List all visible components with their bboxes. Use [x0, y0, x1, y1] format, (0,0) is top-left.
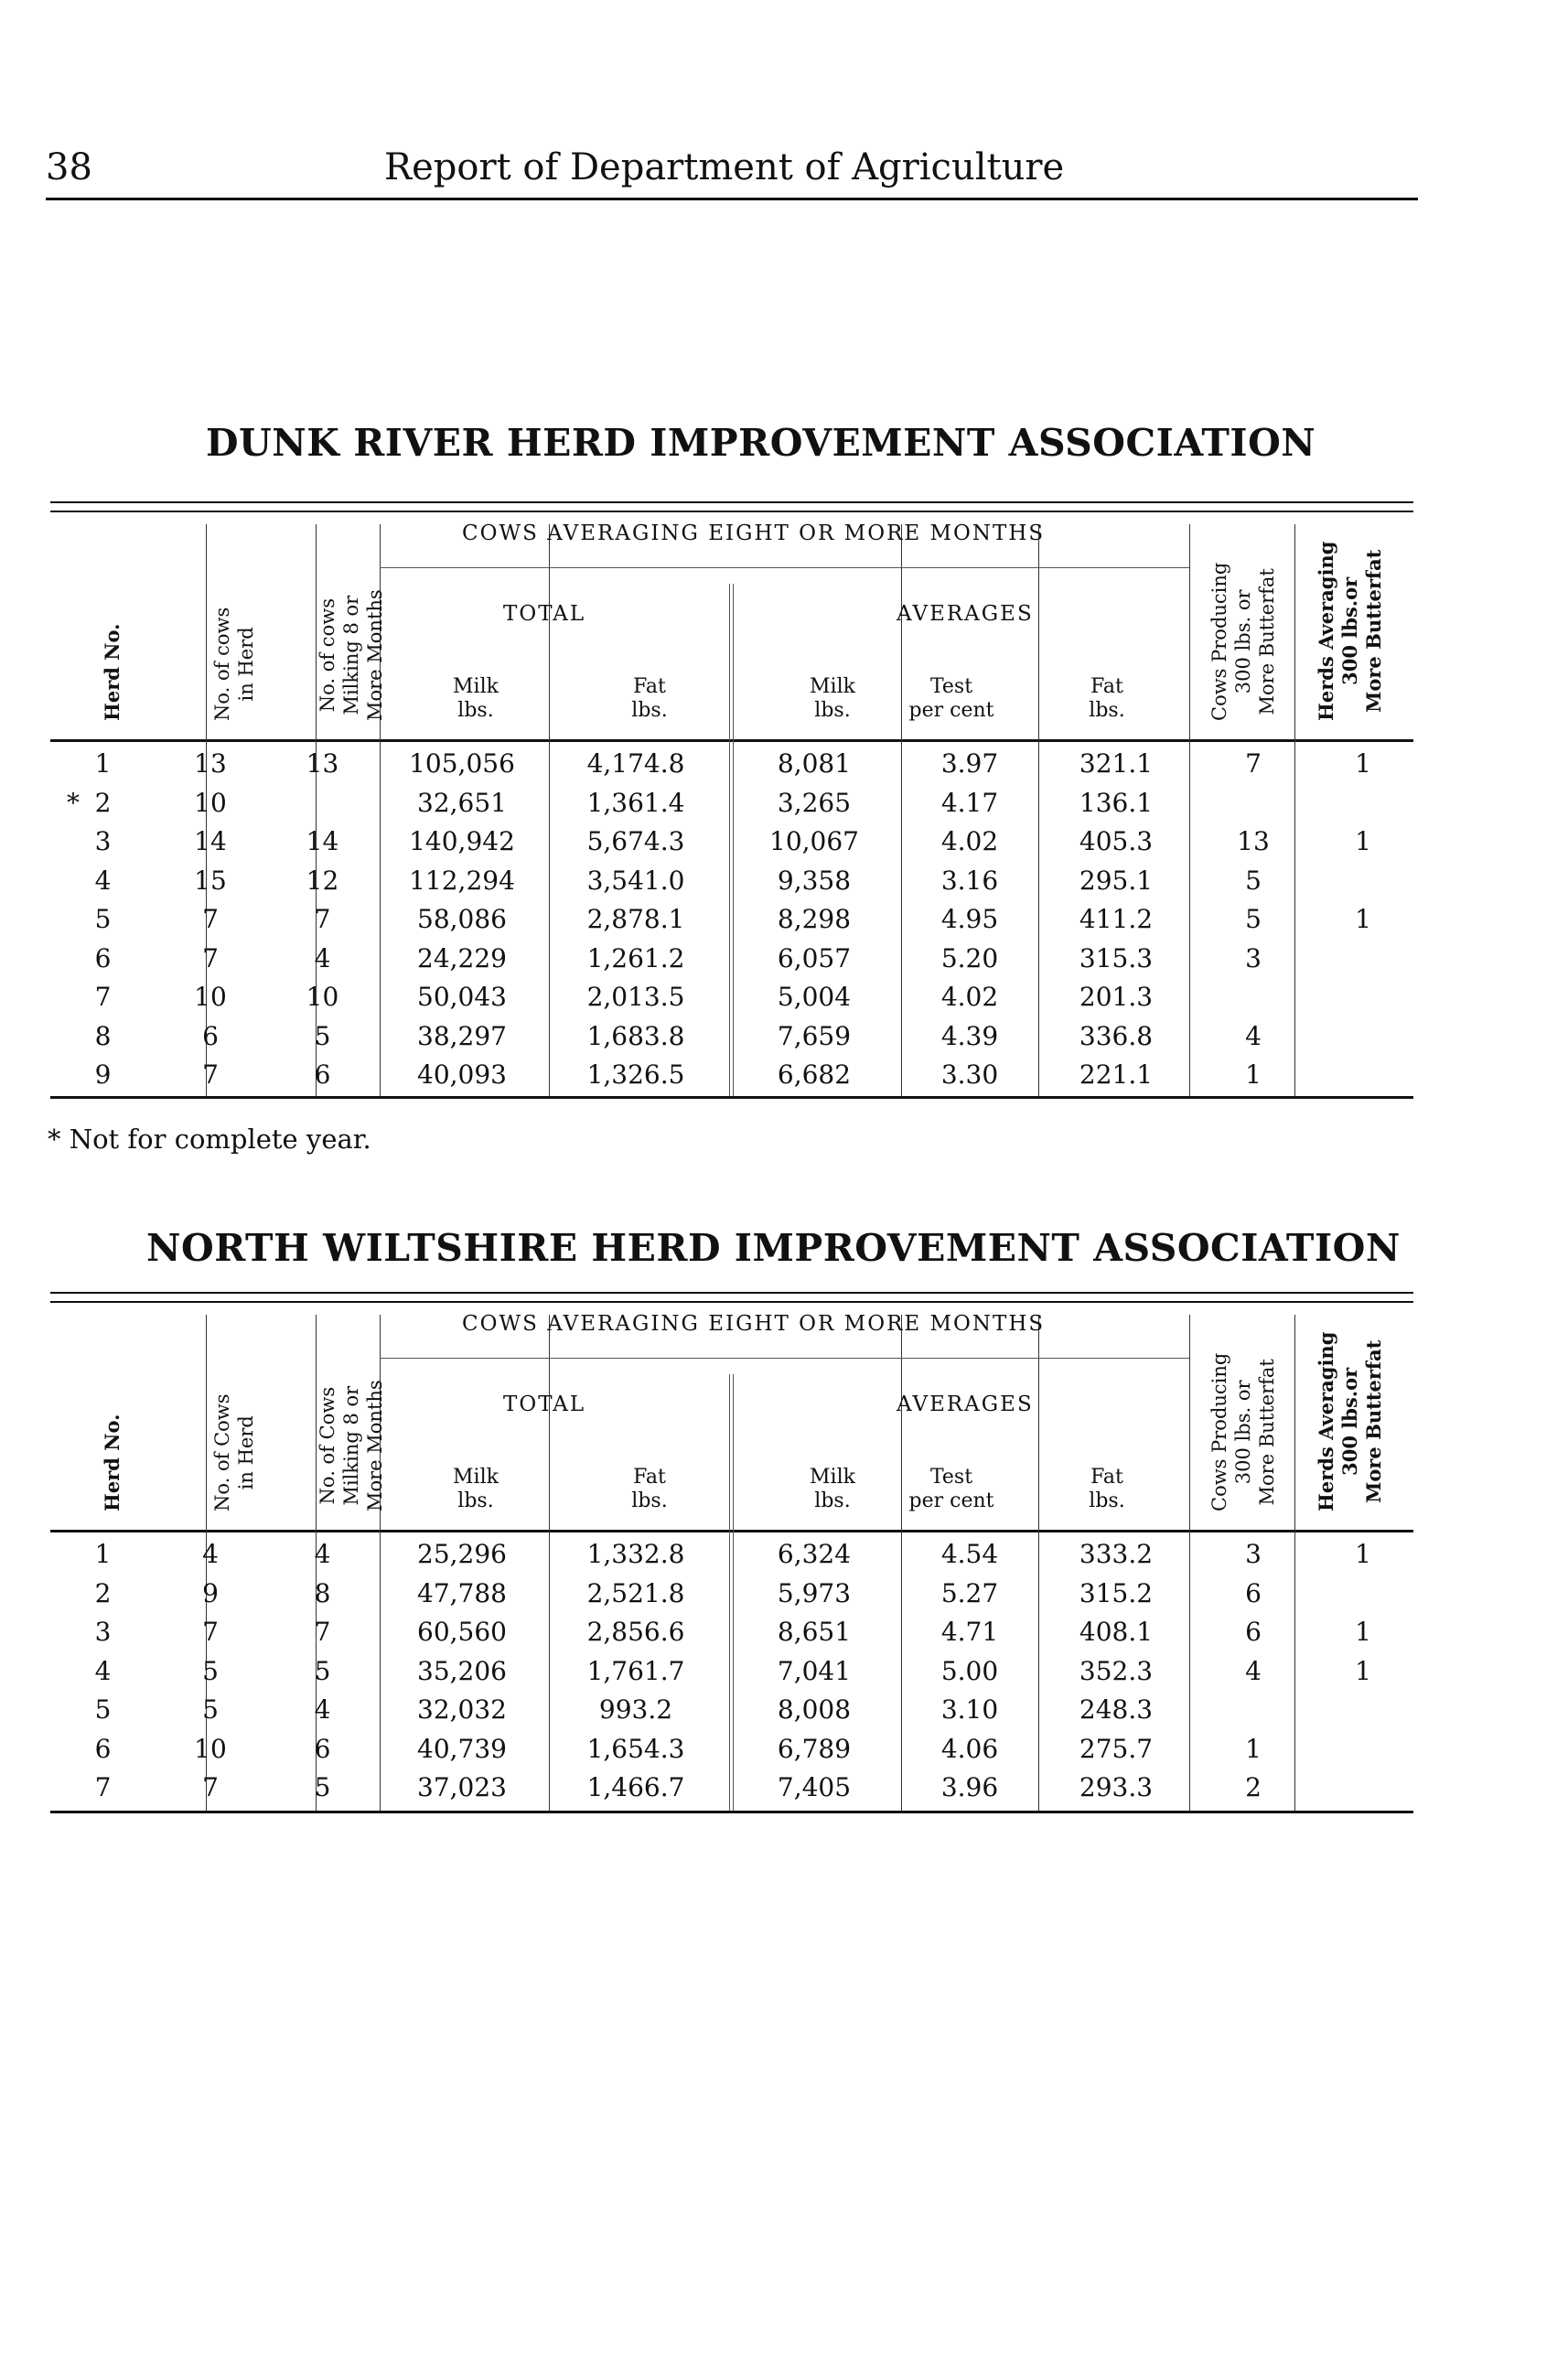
cell-test: 3.96	[940, 1772, 999, 1802]
cell-total-milk: 50,043	[417, 982, 507, 1012]
header-line: Herd No.	[101, 623, 124, 721]
table-row	[50, 1694, 1413, 1733]
header-line: per cent	[908, 1489, 994, 1512]
cell-avg-milk: 8,298	[777, 904, 852, 934]
cell-avg-fat: 248.3	[1079, 1694, 1154, 1725]
cell-herd: 5	[94, 1694, 112, 1725]
rotated-column-header	[1315, 1332, 1386, 1511]
cell-test: 5.20	[940, 942, 999, 973]
cell-producing: 6	[1245, 1577, 1262, 1608]
rotated-column-header	[1315, 542, 1386, 721]
cell-total-fat: 1,466.7	[586, 1772, 685, 1802]
column-header-avg-test	[901, 675, 1002, 723]
column-header-total-fat	[599, 1466, 700, 1513]
cell-total-milk: 32,032	[417, 1694, 507, 1725]
cell-avg-fat: 333.2	[1079, 1539, 1154, 1569]
cell-avg-milk: 8,008	[777, 1694, 852, 1725]
group-caption: COWS AVERAGING EIGHT OR MORE MONTHS	[462, 522, 1046, 545]
column-header-total-milk	[425, 675, 526, 723]
column-header-avg-fat	[1057, 1466, 1157, 1513]
cell-test: 4.95	[940, 904, 999, 934]
table-row	[50, 1059, 1413, 1098]
cell-cows: 10	[194, 787, 227, 818]
table-top-rule	[50, 1301, 1413, 1303]
header-line: More Butterfat	[1362, 1339, 1385, 1503]
cell-herds-avg: 1	[1355, 748, 1371, 779]
cell-herd: 4	[94, 1655, 112, 1686]
cell-avg-milk: 7,041	[777, 1655, 852, 1686]
cell-herd: 2	[94, 1577, 112, 1608]
cell-avg-milk: 7,659	[777, 1020, 852, 1051]
cell-total-fat: 2,878.1	[586, 904, 685, 934]
column-header-avg-test	[901, 1466, 1002, 1513]
header-line: Milk	[453, 675, 499, 698]
rotated-column-header	[1208, 563, 1279, 721]
header-line: lbs.	[631, 1489, 668, 1512]
cell-total-fat: 1,326.5	[586, 1059, 685, 1090]
cell-avg-fat: 221.1	[1079, 1059, 1154, 1090]
cell-total-fat: 2,521.8	[586, 1577, 685, 1608]
cell-cows: 6	[202, 1020, 219, 1051]
cell-producing: 7	[1245, 748, 1262, 779]
header-line: More Butterfat	[1362, 549, 1385, 713]
header-line: Milking 8 or	[340, 595, 362, 715]
table-row	[50, 1021, 1413, 1059]
cell-avg-milk: 7,405	[777, 1772, 852, 1802]
header-line: More Butterfat	[1256, 568, 1278, 715]
cell-avg-fat: 321.1	[1079, 748, 1154, 779]
header-line: No. of Cows	[317, 1386, 338, 1505]
cell-milking: 13	[306, 748, 339, 779]
table-row	[50, 826, 1413, 865]
header-line: 300 lbs. or	[1232, 589, 1254, 694]
cell-herd: 7	[94, 1772, 112, 1802]
header-line: No. of cows	[317, 598, 338, 713]
cell-cows: 10	[194, 982, 227, 1012]
cell-total-milk: 24,229	[417, 942, 507, 973]
cell-total-fat: 1,761.7	[586, 1655, 685, 1686]
header-line: Herd No.	[101, 1414, 124, 1511]
cell-milking: 4	[314, 942, 331, 973]
cell-test: 4.02	[940, 982, 999, 1012]
cell-total-milk: 35,206	[417, 1655, 507, 1686]
header-line: Fat	[633, 675, 666, 698]
cell-test: 3.97	[940, 748, 999, 779]
cell-avg-fat: 201.3	[1079, 982, 1154, 1012]
cell-herd: 1	[94, 1539, 112, 1569]
cell-cows: 5	[202, 1694, 219, 1725]
cell-herd: 4	[94, 865, 112, 896]
cell-total-milk: 105,056	[409, 748, 515, 779]
row-marker: *	[67, 787, 80, 818]
header-line: No. of Cows	[211, 1393, 233, 1511]
running-head: Report of Department of Agriculture	[384, 146, 1065, 188]
cell-herds-avg: 1	[1355, 1617, 1371, 1647]
rotated-column-header	[210, 1393, 258, 1511]
rotated-column-header	[1208, 1353, 1279, 1511]
table-row	[50, 904, 1413, 942]
cell-test: 5.27	[940, 1577, 999, 1608]
header-line: Fat	[633, 1466, 666, 1489]
header-line: Fat	[1090, 1466, 1123, 1489]
cell-milking: 4	[314, 1539, 331, 1569]
cell-avg-milk: 6,682	[777, 1059, 852, 1090]
header-line: Cows Producing	[1208, 562, 1230, 721]
header-line: lbs.	[457, 1489, 494, 1512]
table-top-rule	[50, 501, 1413, 503]
header-line: Test	[929, 675, 973, 698]
header-line: Milk	[810, 1466, 855, 1489]
header-line: lbs.	[814, 1489, 851, 1512]
cell-total-fat: 4,174.8	[586, 748, 685, 779]
cell-cows: 7	[202, 1059, 219, 1090]
cell-cows: 4	[202, 1539, 219, 1569]
cell-test: 4.39	[940, 1020, 999, 1051]
cell-total-fat: 1,683.8	[586, 1020, 685, 1051]
header-line: Test	[929, 1466, 973, 1489]
table-top-rule	[50, 1292, 1413, 1294]
cell-total-fat: 1,261.2	[586, 942, 685, 973]
cell-avg-milk: 5,004	[777, 982, 852, 1012]
cell-producing: 3	[1245, 1539, 1262, 1569]
cell-producing: 5	[1245, 865, 1262, 896]
cell-herds-avg: 1	[1355, 826, 1371, 856]
header-line: lbs.	[1089, 1489, 1125, 1512]
header-line: in Herd	[235, 1415, 257, 1490]
cell-cows: 14	[194, 826, 227, 856]
column-header-avg-fat	[1057, 675, 1157, 723]
table-top-rule	[50, 511, 1413, 512]
cell-avg-fat: 275.7	[1079, 1733, 1154, 1764]
cell-avg-fat: 315.2	[1079, 1577, 1154, 1608]
cell-herds-avg: 1	[1355, 904, 1371, 934]
cell-avg-fat: 408.1	[1079, 1617, 1154, 1647]
cell-avg-fat: 295.1	[1079, 865, 1154, 896]
cell-avg-fat: 405.3	[1079, 826, 1154, 856]
cell-total-milk: 25,296	[417, 1539, 507, 1569]
cell-avg-fat: 411.2	[1079, 904, 1154, 934]
header-line: 300 lbs.or	[1338, 576, 1361, 685]
cell-herd: 5	[94, 904, 112, 934]
cell-test: 4.17	[940, 787, 999, 818]
table-2-title: NORTH WILTSHIRE HERD IMPROVEMENT ASSOCIATION	[146, 1226, 1401, 1270]
header-line: lbs.	[1089, 699, 1125, 722]
table-row	[50, 1772, 1413, 1811]
table-row	[50, 1539, 1413, 1577]
cell-producing: 3	[1245, 942, 1262, 973]
cell-herd: 7	[94, 982, 112, 1012]
column-header-avg-milk	[782, 1466, 883, 1513]
total-caption: TOTAL	[503, 1393, 586, 1416]
cell-total-milk: 140,942	[409, 826, 515, 856]
cell-total-fat: 2,013.5	[586, 982, 685, 1012]
header-line: per cent	[908, 699, 994, 722]
group-divider	[380, 567, 1189, 568]
cell-avg-milk: 8,651	[777, 1617, 852, 1647]
averages-caption: AVERAGES	[897, 1393, 1034, 1416]
page-header	[46, 146, 1418, 200]
table-row	[50, 748, 1413, 787]
cell-cows: 7	[202, 1772, 219, 1802]
footnote: * Not for complete year.	[48, 1124, 371, 1155]
table-bottom-rule	[50, 1096, 1413, 1099]
header-line: Herds Averaging	[1315, 541, 1337, 721]
cell-total-milk: 112,294	[409, 865, 515, 896]
cell-total-milk: 40,739	[417, 1733, 507, 1764]
cell-avg-milk: 6,789	[777, 1733, 852, 1764]
header-line: Milking 8 or	[340, 1385, 362, 1506]
cell-herds-avg: 1	[1355, 1539, 1371, 1569]
rotated-column-header	[101, 1414, 124, 1511]
cell-milking: 6	[314, 1059, 331, 1090]
header-line: 300 lbs.or	[1338, 1367, 1361, 1476]
header-line: Herds Averaging	[1315, 1331, 1337, 1511]
cell-producing: 2	[1245, 1772, 1262, 1802]
cell-avg-milk: 10,067	[769, 826, 859, 856]
cell-avg-fat: 136.1	[1079, 787, 1154, 818]
cell-total-milk: 37,023	[417, 1772, 507, 1802]
cell-producing: 1	[1245, 1059, 1262, 1090]
table-row	[50, 943, 1413, 982]
cell-herd: 3	[94, 1617, 112, 1647]
cell-producing: 5	[1245, 904, 1262, 934]
averages-caption: AVERAGES	[897, 602, 1034, 626]
table-row	[50, 1578, 1413, 1617]
cell-milking: 7	[314, 1617, 331, 1647]
table-header-rule	[50, 739, 1413, 742]
cell-avg-fat: 293.3	[1079, 1772, 1154, 1802]
cell-avg-milk: 8,081	[777, 748, 852, 779]
cell-herd: 3	[94, 826, 112, 856]
cell-milking: 10	[306, 982, 339, 1012]
cell-herd: 9	[94, 1059, 112, 1090]
cell-producing: 6	[1245, 1617, 1262, 1647]
column-header-total-milk	[425, 1466, 526, 1513]
cell-cows: 15	[194, 865, 227, 896]
table-header-rule	[50, 1530, 1413, 1532]
cell-producing: 1	[1245, 1733, 1262, 1764]
cell-avg-milk: 9,358	[777, 865, 852, 896]
table-row	[50, 866, 1413, 904]
cell-milking: 5	[314, 1020, 331, 1051]
cell-herd: 2	[94, 787, 112, 818]
cell-test: 4.71	[940, 1617, 999, 1647]
header-line: in Herd	[235, 627, 257, 702]
cell-cows: 9	[202, 1577, 219, 1608]
column-header-avg-milk	[782, 675, 883, 723]
cell-test: 4.02	[940, 826, 999, 856]
cell-test: 3.16	[940, 865, 999, 896]
column-header-total-fat	[599, 675, 700, 723]
cell-test: 4.06	[940, 1733, 999, 1764]
header-line: lbs.	[631, 699, 668, 722]
cell-total-fat: 993.2	[598, 1694, 673, 1725]
cell-cows: 5	[202, 1655, 219, 1686]
cell-total-milk: 60,560	[417, 1617, 507, 1647]
header-line: Fat	[1090, 675, 1123, 698]
group-caption: COWS AVERAGING EIGHT OR MORE MONTHS	[462, 1312, 1046, 1336]
cell-total-fat: 3,541.0	[586, 865, 685, 896]
cell-total-fat: 2,856.6	[586, 1617, 685, 1647]
cell-test: 3.30	[940, 1059, 999, 1090]
group-divider	[380, 1358, 1189, 1359]
rotated-column-header	[101, 624, 124, 721]
table-row	[50, 788, 1413, 826]
cell-total-milk: 32,651	[417, 787, 507, 818]
header-line: More Butterfat	[1256, 1359, 1278, 1506]
cell-milking: 14	[306, 826, 339, 856]
header-line: lbs.	[814, 699, 851, 722]
cell-producing: 4	[1245, 1655, 1262, 1686]
cell-test: 4.54	[940, 1539, 999, 1569]
cell-total-milk: 38,297	[417, 1020, 507, 1051]
table-row	[50, 982, 1413, 1020]
cell-total-fat: 5,674.3	[586, 826, 685, 856]
table-bottom-rule	[50, 1811, 1413, 1813]
cell-test: 5.00	[940, 1655, 999, 1686]
cell-milking: 5	[314, 1655, 331, 1686]
cell-herd: 8	[94, 1020, 112, 1051]
cell-total-fat: 1,361.4	[586, 787, 685, 818]
cell-cows: 7	[202, 942, 219, 973]
cell-avg-milk: 5,973	[777, 1577, 852, 1608]
cell-total-milk: 58,086	[417, 904, 507, 934]
cell-cows: 13	[194, 748, 227, 779]
cell-milking: 8	[314, 1577, 331, 1608]
table-1-title: DUNK RIVER HERD IMPROVEMENT ASSOCIATION	[206, 421, 1316, 465]
cell-herd: 6	[94, 942, 112, 973]
cell-milking: 4	[314, 1694, 331, 1725]
header-line: Milk	[453, 1466, 499, 1489]
table-row	[50, 1617, 1413, 1655]
cell-producing: 13	[1237, 826, 1270, 856]
cell-milking: 6	[314, 1733, 331, 1764]
cell-avg-fat: 352.3	[1079, 1655, 1154, 1686]
table-row	[50, 1734, 1413, 1772]
header-line: lbs.	[457, 699, 494, 722]
header-line: 300 lbs. or	[1232, 1380, 1254, 1485]
cell-milking: 12	[306, 865, 339, 896]
cell-total-fat: 1,332.8	[586, 1539, 685, 1569]
rotated-column-header	[316, 589, 387, 721]
cell-test: 3.10	[940, 1694, 999, 1725]
cell-milking: 5	[314, 1772, 331, 1802]
cell-producing: 4	[1245, 1020, 1262, 1051]
cell-cows: 10	[194, 1733, 227, 1764]
header-line: Milk	[810, 675, 855, 698]
cell-cows: 7	[202, 904, 219, 934]
header-line: More Months	[364, 589, 386, 721]
cell-herds-avg: 1	[1355, 1655, 1371, 1686]
cell-cows: 7	[202, 1617, 219, 1647]
cell-milking: 7	[314, 904, 331, 934]
cell-avg-milk: 6,324	[777, 1539, 852, 1569]
total-caption: TOTAL	[503, 602, 586, 626]
table-row	[50, 1656, 1413, 1694]
page-number: 38	[46, 146, 92, 188]
cell-avg-fat: 315.3	[1079, 942, 1154, 973]
rotated-column-header	[316, 1380, 387, 1511]
cell-herd: 6	[94, 1733, 112, 1764]
cell-avg-milk: 6,057	[777, 942, 852, 973]
header-line: More Months	[364, 1380, 386, 1511]
cell-total-milk: 40,093	[417, 1059, 507, 1090]
cell-total-milk: 47,788	[417, 1577, 507, 1608]
cell-avg-milk: 3,265	[777, 787, 852, 818]
cell-herd: 1	[94, 748, 112, 779]
header-line: Cows Producing	[1208, 1352, 1230, 1511]
cell-total-fat: 1,654.3	[586, 1733, 685, 1764]
header-line: No. of cows	[211, 607, 233, 721]
rotated-column-header	[210, 608, 258, 721]
cell-avg-fat: 336.8	[1079, 1020, 1154, 1051]
